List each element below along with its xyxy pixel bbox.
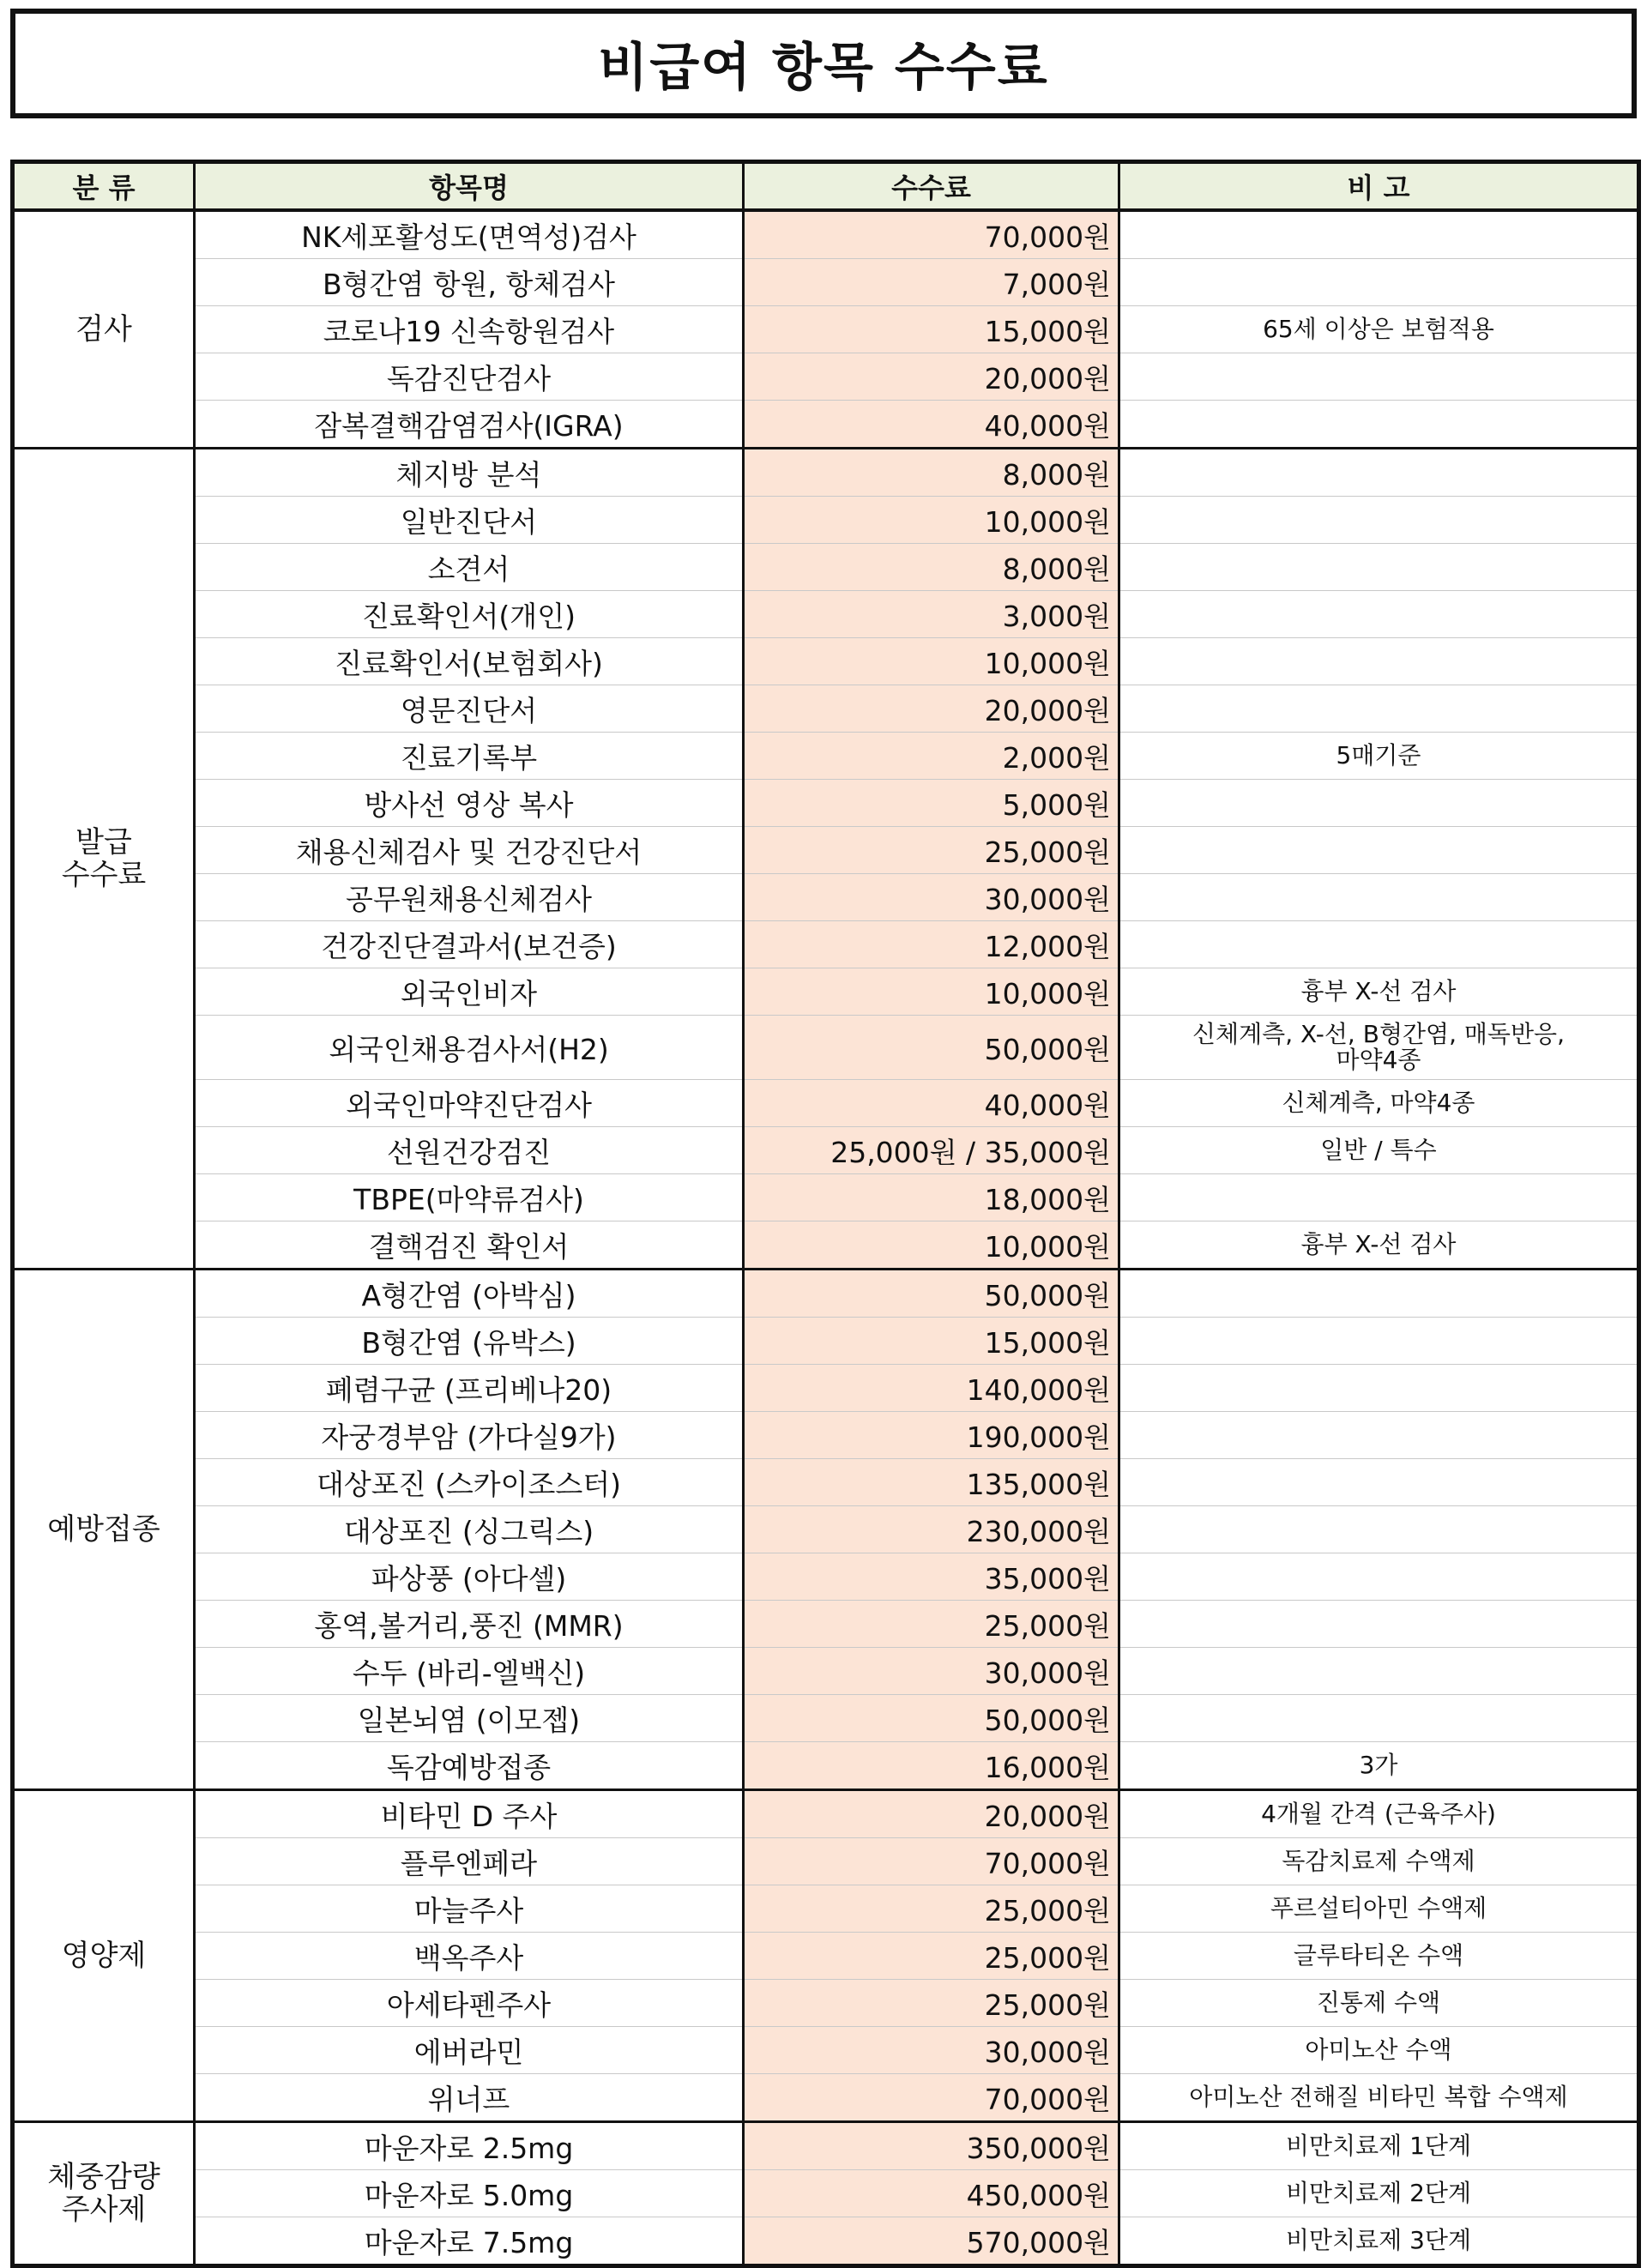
table-row [13,1885,1639,1933]
item-name-cell: 외국인마약진단검사 [195,1080,744,1127]
item-name-cell: 독감진단검사 [195,353,744,401]
note-cell: 아미노산 전해질 비타민 복합 수액제 [1119,2074,1639,2122]
fee-cell: 5,000원 [744,780,1119,827]
fee-cell: 25,000원 [744,1601,1119,1648]
header-category: 분 류 [13,162,195,211]
table-row [13,968,1639,1016]
item-name-cell: 공무원채용신체검사 [195,874,744,921]
item-name-cell: B형간염 (유박스) [195,1318,744,1365]
table-row [13,2170,1639,2217]
fee-cell: 570,000원 [744,2217,1119,2266]
category-cell: 영양제 [13,1790,195,2122]
table-row [13,497,1639,544]
fee-cell: 50,000원 [744,1270,1119,1318]
item-name-cell: 진료확인서(개인) [195,591,744,638]
note-cell [1119,1412,1639,1459]
header-note: 비 고 [1119,162,1639,211]
note-cell: 비만치료제 2단계 [1119,2170,1639,2217]
item-name-cell: A형간염 (아박심) [195,1270,744,1318]
header-row [13,162,1639,211]
table-row [13,1318,1639,1365]
item-name-cell: 비타민 D 주사 [195,1790,744,1838]
note-cell [1119,1459,1639,1506]
item-name-cell: 진료기록부 [195,733,744,780]
note-cell [1119,638,1639,685]
note-cell [1119,449,1639,497]
table-row [13,1933,1639,1980]
fee-cell: 25,000원 / 35,000원 [744,1127,1119,1174]
table-row [13,685,1639,733]
table-row [13,1553,1639,1601]
table-row [13,921,1639,968]
note-cell: 5매기준 [1119,733,1639,780]
table-row [13,874,1639,921]
note-cell: 흉부 X-선 검사 [1119,968,1639,1016]
table-row [13,306,1639,353]
fee-cell: 25,000원 [744,1980,1119,2027]
item-name-cell: 파상풍 (아다셀) [195,1553,744,1601]
table-row [13,544,1639,591]
fee-cell: 3,000원 [744,591,1119,638]
note-cell [1119,591,1639,638]
table-row [13,1459,1639,1506]
note-cell [1119,1365,1639,1412]
item-name-cell: 아세타펜주사 [195,1980,744,2027]
item-name-cell: 백옥주사 [195,1933,744,1980]
note-cell [1119,259,1639,306]
fee-cell: 35,000원 [744,1553,1119,1601]
fee-cell: 25,000원 [744,827,1119,874]
item-name-cell: 채용신체검사 및 건강진단서 [195,827,744,874]
fee-cell: 50,000원 [744,1695,1119,1742]
category-cell: 예방접종 [13,1270,195,1790]
item-name-cell: 선원건강검진 [195,1127,744,1174]
note-cell [1119,874,1639,921]
table-row [13,1838,1639,1885]
fee-cell: 15,000원 [744,1318,1119,1365]
note-cell: 일반 / 특수 [1119,1127,1639,1174]
note-cell [1119,210,1639,259]
note-cell: 독감치료제 수액제 [1119,1838,1639,1885]
item-name-cell: NK세포활성도(면역성)검사 [195,210,744,259]
note-cell [1119,921,1639,968]
item-name-cell: 마운자로 5.0mg [195,2170,744,2217]
note-cell: 푸르설티아민 수액제 [1119,1885,1639,1933]
fee-cell: 230,000원 [744,1506,1119,1553]
table-row [13,827,1639,874]
table-row [13,2027,1639,2074]
table-row [13,2074,1639,2122]
item-name-cell: 잠복결핵감염검사(IGRA) [195,401,744,449]
table-row [13,259,1639,306]
note-cell [1119,353,1639,401]
note-cell [1119,1648,1639,1695]
fee-table [10,160,1641,2268]
note-cell: 진통제 수액 [1119,1980,1639,2027]
table-row [13,1221,1639,1270]
page-title: 비급여 항목 수수료 [598,38,1049,98]
table-row [13,1506,1639,1553]
table-row [13,1080,1639,1127]
fee-cell: 10,000원 [744,968,1119,1016]
fee-cell: 40,000원 [744,401,1119,449]
item-name-cell: 마늘주사 [195,1885,744,1933]
note-cell [1119,401,1639,449]
fee-cell: 30,000원 [744,874,1119,921]
item-name-cell: 방사선 영상 복사 [195,780,744,827]
fee-cell: 70,000원 [744,1838,1119,1885]
item-name-cell: 결핵검진 확인서 [195,1221,744,1270]
title-box [10,9,1637,118]
item-name-cell: B형간염 항원, 항체검사 [195,259,744,306]
fee-cell: 25,000원 [744,1885,1119,1933]
item-name-cell: 외국인비자 [195,968,744,1016]
item-name-cell: 플루엔페라 [195,1838,744,1885]
category-cell: 발급 수수료 [13,449,195,1270]
fee-cell: 30,000원 [744,2027,1119,2074]
item-name-cell: 폐렴구균 (프리베나20) [195,1365,744,1412]
note-cell: 아미노산 수액 [1119,2027,1639,2074]
table-row [13,1412,1639,1459]
note-cell: 신체계측, 마약4종 [1119,1080,1639,1127]
fee-cell: 135,000원 [744,1459,1119,1506]
table-row [13,1601,1639,1648]
note-cell [1119,1270,1639,1318]
table-row [13,1742,1639,1790]
fee-cell: 30,000원 [744,1648,1119,1695]
table-row [13,1127,1639,1174]
table-row [13,2217,1639,2266]
fee-cell: 20,000원 [744,685,1119,733]
fee-cell: 20,000원 [744,1790,1119,1838]
fee-cell: 18,000원 [744,1174,1119,1221]
item-name-cell: 위너프 [195,2074,744,2122]
fee-cell: 140,000원 [744,1365,1119,1412]
table-row [13,1648,1639,1695]
note-cell [1119,827,1639,874]
note-cell: 3가 [1119,1742,1639,1790]
fee-cell: 190,000원 [744,1412,1119,1459]
header-fee: 수수료 [744,162,1119,211]
item-name-cell: 영문진단서 [195,685,744,733]
item-name-cell: 진료확인서(보험회사) [195,638,744,685]
fee-cell: 15,000원 [744,306,1119,353]
fee-cell: 450,000원 [744,2170,1119,2217]
table-body [13,210,1639,2266]
note-cell [1119,1174,1639,1221]
table-row [13,1016,1639,1080]
note-cell [1119,1506,1639,1553]
table-row [13,1174,1639,1221]
fee-cell: 8,000원 [744,449,1119,497]
note-cell: 비만치료제 1단계 [1119,2122,1639,2170]
item-name-cell: 대상포진 (싱그릭스) [195,1506,744,1553]
item-name-cell: 소견서 [195,544,744,591]
item-name-cell: 자궁경부암 (가다실9가) [195,1412,744,1459]
fee-cell: 70,000원 [744,2074,1119,2122]
item-name-cell: 코로나19 신속항원검사 [195,306,744,353]
fee-cell: 10,000원 [744,497,1119,544]
item-name-cell: 체지방 분석 [195,449,744,497]
table-row [13,780,1639,827]
item-name-cell: 일반진단서 [195,497,744,544]
table-row [13,638,1639,685]
note-cell [1119,1318,1639,1365]
table-row [13,449,1639,497]
item-name-cell: 건강진단결과서(보건증) [195,921,744,968]
item-name-cell: 마운자로 2.5mg [195,2122,744,2170]
fee-cell: 50,000원 [744,1016,1119,1080]
note-cell [1119,780,1639,827]
item-name-cell: 마운자로 7.5mg [195,2217,744,2266]
note-cell: 신체계측, X-선, B형간염, 매독반응, 마약4종 [1119,1016,1639,1080]
table-row [13,210,1639,259]
table-row [13,1790,1639,1838]
fee-cell: 10,000원 [744,638,1119,685]
fee-cell: 25,000원 [744,1933,1119,1980]
item-name-cell: 에버라민 [195,2027,744,2074]
item-name-cell: 수두 (바리-엘백신) [195,1648,744,1695]
category-cell: 체중감량 주사제 [13,2122,195,2266]
note-cell [1119,1695,1639,1742]
note-cell [1119,1601,1639,1648]
table-row [13,1365,1639,1412]
item-name-cell: 독감예방접종 [195,1742,744,1790]
item-name-cell: 외국인채용검사서(H2) [195,1016,744,1080]
table-row [13,1695,1639,1742]
table-row [13,591,1639,638]
item-name-cell: 대상포진 (스카이조스터) [195,1459,744,1506]
fee-cell: 350,000원 [744,2122,1119,2170]
category-cell: 검사 [13,210,195,449]
table-row [13,353,1639,401]
table-row [13,2122,1639,2170]
item-name-cell: 홍역,볼거리,풍진 (MMR) [195,1601,744,1648]
note-cell [1119,544,1639,591]
item-name-cell: TBPE(마약류검사) [195,1174,744,1221]
note-cell [1119,1553,1639,1601]
fee-cell: 8,000원 [744,544,1119,591]
note-cell: 65세 이상은 보험적용 [1119,306,1639,353]
note-cell: 흉부 X-선 검사 [1119,1221,1639,1270]
note-cell [1119,685,1639,733]
note-cell: 글루타티온 수액 [1119,1933,1639,1980]
fee-cell: 2,000원 [744,733,1119,780]
item-name-cell: 일본뇌염 (이모젭) [195,1695,744,1742]
fee-cell: 70,000원 [744,210,1119,259]
table-row [13,401,1639,449]
fee-cell: 10,000원 [744,1221,1119,1270]
note-cell: 비만치료제 3단계 [1119,2217,1639,2266]
fee-cell: 40,000원 [744,1080,1119,1127]
header-item: 항목명 [195,162,744,211]
table-row [13,1980,1639,2027]
fee-cell: 16,000원 [744,1742,1119,1790]
table-row [13,1270,1639,1318]
fee-cell: 7,000원 [744,259,1119,306]
fee-cell: 20,000원 [744,353,1119,401]
table-row [13,733,1639,780]
note-cell [1119,497,1639,544]
note-cell: 4개월 간격 (근육주사) [1119,1790,1639,1838]
fee-cell: 12,000원 [744,921,1119,968]
